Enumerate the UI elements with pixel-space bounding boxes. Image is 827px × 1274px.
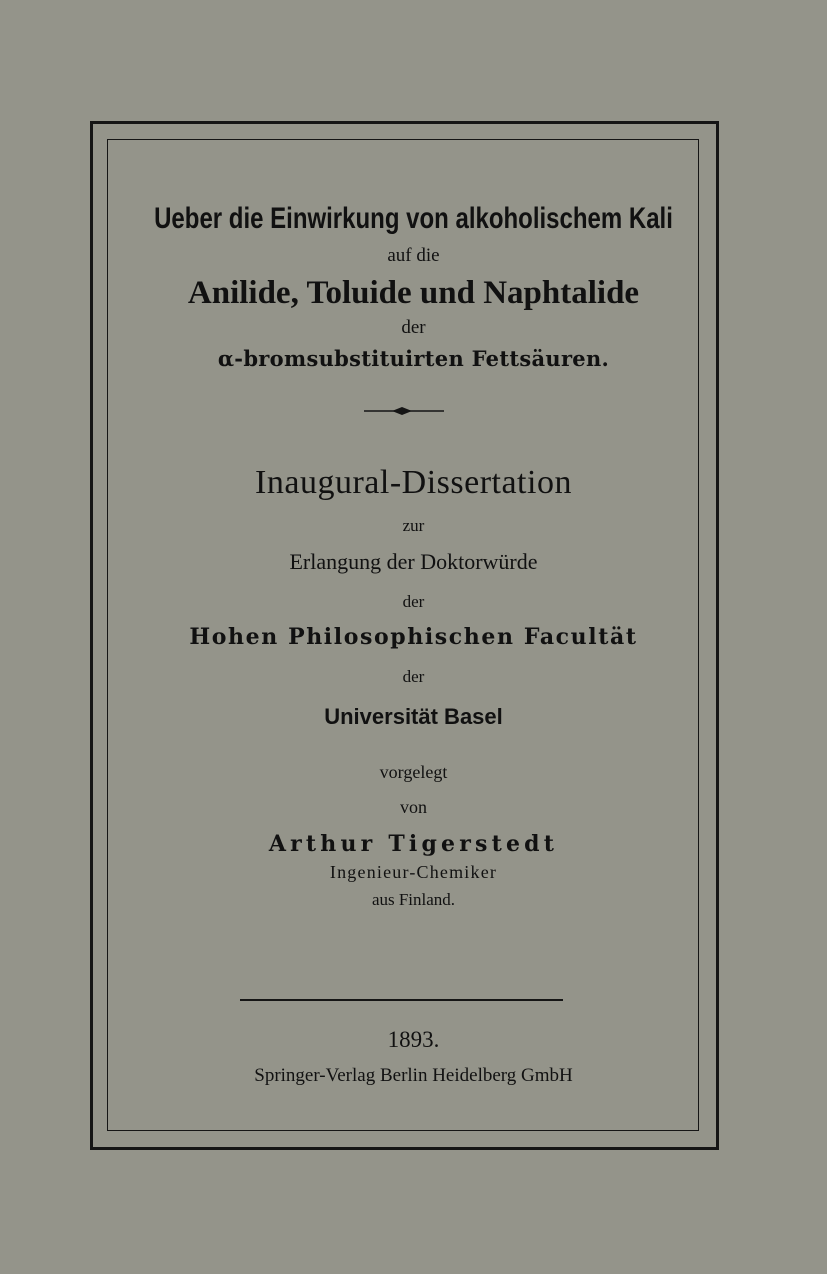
- title-line-1: Ueber die Einwirkung von alkoholischem Kali: [154, 202, 673, 235]
- dissertation-der-1: der: [402, 592, 425, 611]
- title-line-4: der: [401, 317, 426, 338]
- ornament-divider: [364, 404, 444, 418]
- dissertation-purpose: Erlangung der Doktorwürde: [289, 549, 538, 574]
- dissertation-heading: Inaugural-Dissertation: [255, 464, 572, 501]
- title-line-2: auf die: [387, 245, 440, 266]
- submitted-label: vorgelegt: [379, 762, 448, 782]
- university-name: Universität Basel: [324, 704, 503, 729]
- dissertation-der-2: der: [402, 667, 425, 686]
- title-line-3: Anilide, Toluide und Naphtalide: [187, 275, 640, 311]
- author-profession: Ingenieur-Chemiker: [329, 862, 498, 882]
- faculty-name: Hohen Philosophischen Facultät: [189, 624, 638, 650]
- publication-year: 1893.: [387, 1027, 440, 1052]
- title-line-5: α-bromsubstituirten Fettsäuren.: [217, 346, 610, 371]
- dissertation-zur: zur: [402, 516, 425, 535]
- author-name: Arthur Tigerstedt: [268, 831, 559, 857]
- by-label: von: [400, 797, 427, 817]
- publisher: Springer-Verlag Berlin Heidelberg GmbH: [254, 1065, 573, 1086]
- horizontal-rule: [240, 999, 563, 1001]
- author-origin: aus Finland.: [371, 890, 456, 909]
